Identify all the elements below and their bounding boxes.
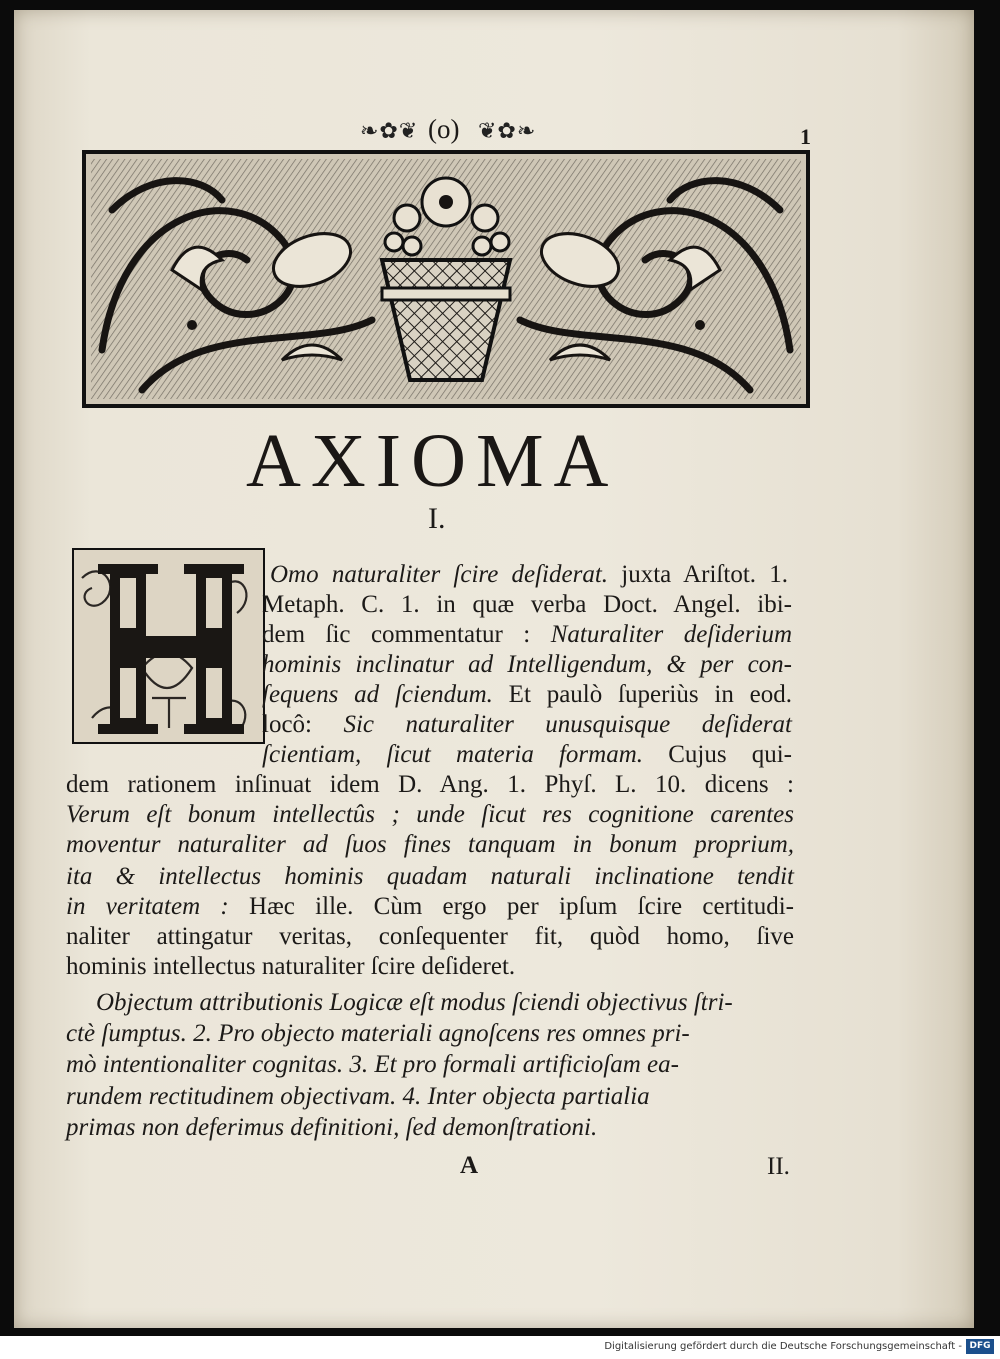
footer-credit: Digitalisierung gefördert durch die Deutsche Forschungsgemeinschaft -: [604, 1341, 962, 1352]
chapter-title: AXIOMA: [246, 419, 619, 503]
text-segment: Naturaliter deſiderium: [550, 621, 793, 648]
text-line: [262, 650, 792, 680]
signature-mark: A: [460, 1152, 479, 1179]
axiom-number: I.: [428, 502, 446, 535]
text-segment: juxta Ariſtot. 1.: [608, 561, 788, 588]
text-segment: Omo naturaliter ſcire deſiderat.: [270, 561, 609, 588]
text-line: [262, 620, 792, 650]
text-line: [66, 830, 794, 860]
text-line: [66, 862, 794, 892]
catchword: II.: [767, 1153, 790, 1180]
text-segment: Verum eſt bonum intellectûs ; unde ſicut res cognitione carentes: [66, 801, 794, 828]
text-segment: in veritatem :: [66, 893, 229, 920]
dfg-logo: DFG: [966, 1339, 994, 1354]
thesis-line: rundem rectitudinem objectivam. 4. Inter objecta partialia: [66, 1083, 650, 1110]
thesis-line: mò intentionaliter cognitas. 3. Et pro formali artificioſam ea-: [66, 1051, 679, 1078]
text-segment: hominis intellectus naturaliter ſcire deſideret.: [66, 953, 516, 980]
text-line: [66, 952, 515, 982]
text-segment: ſcientiam, ſicut materia formam.: [262, 741, 644, 768]
text-line: [270, 560, 788, 590]
text-line: [66, 800, 794, 830]
text-line: [262, 740, 792, 770]
thesis-line: ctè ſumptus. 2. Pro objecto materiali agnoſcens res omnes pri-: [66, 1020, 690, 1047]
text-segment: Metaph. C. 1. in quæ verba Doct. Angel. ibi-: [262, 591, 792, 618]
text-line: [262, 710, 792, 740]
text-line: [262, 590, 792, 620]
text-segment: Sic naturaliter unusquisque deſiderat: [343, 711, 792, 738]
header-ornament-left: ❧✿❦: [360, 118, 419, 143]
thesis-line: primas non deferimus definitioni, ſed demonſtrationi.: [66, 1114, 598, 1141]
decorated-initial: [72, 548, 265, 744]
text-segment: hominis inclinatur ad Intelligendum, & per con-: [262, 651, 792, 678]
text-segment: dem rationem inſinuat idem D. Ang. 1. Phyſ. L. 10. dicens :: [66, 771, 794, 798]
text-segment: ſequens ad ſciendum.: [262, 681, 493, 708]
text-segment: Cujus qui-: [643, 741, 792, 768]
ornamental-woodcut-banner: [82, 150, 810, 408]
text-segment: naliter attingatur veritas, conſequenter fit, quòd homo, ſive: [66, 923, 794, 950]
text-segment: locô:: [262, 711, 344, 738]
text-segment: Hæc ille. Cùm ergo per ipſum ſcire certitudi-: [228, 893, 794, 920]
text-line: [262, 680, 792, 710]
text-line: [66, 892, 794, 922]
text-segment: ita & intellectus hominis quadam naturali inclinatione tendit: [66, 863, 794, 890]
text-line: [66, 922, 794, 952]
page-marker: (o): [428, 114, 460, 144]
text-segment: Et paulò ſuperiùs in eod.: [492, 681, 792, 708]
text-segment: dem ſic commentatur :: [262, 621, 551, 648]
header-ornament-right: ❦✿❧: [478, 118, 537, 143]
folio-number: 1: [800, 124, 811, 149]
text-segment: moventur naturaliter ad ſuos fines tanquam in bonum proprium,: [66, 831, 794, 858]
text-line: [66, 770, 794, 800]
thesis-line: Objectum attributionis Logicæ eſt modus ſciendi objectivus ſtri-: [96, 989, 733, 1016]
